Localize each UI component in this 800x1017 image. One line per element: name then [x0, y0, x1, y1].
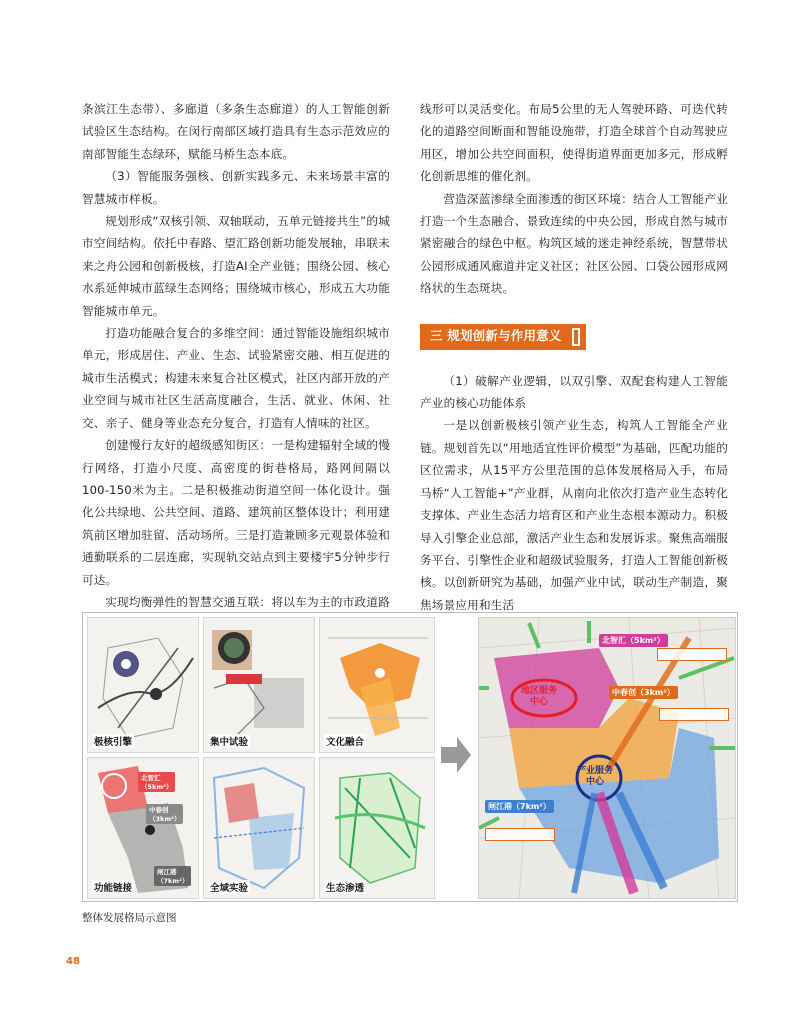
map-note-south — [485, 828, 555, 841]
panel-concentrated-experiment — [203, 617, 315, 753]
paragraph: （1）破解产业逻辑，以双引擎、双配套构建人工智能产业的核心功能体系 — [420, 373, 728, 411]
map-note-middle — [659, 708, 729, 721]
panel-label: 全域实验 — [208, 880, 250, 894]
section-heading-marker — [572, 328, 580, 346]
map-note-north — [657, 648, 727, 661]
right-column-bottom — [420, 370, 728, 616]
panel-ecological-penetration — [319, 757, 435, 899]
map-center-industry: 产业服务 中心 — [577, 766, 614, 787]
figure-caption: 整体发展格局示意图 — [82, 912, 177, 924]
arrow-right-icon — [441, 737, 471, 773]
paragraph: 规划形成“双核引领、双轴联动，五单元链接共生”的城市空间结构。依托中春路、望汇路创新功能发展轴，串联未来之舟公园和创新极核，打造AI全产业链；围绕公园、核心水系延伸城市蓝绿生态网络；围绕城市核心，形成五大功能智能城市单元。 — [82, 214, 390, 318]
section-heading-text: 三 规划创新与作用意义 — [430, 328, 562, 344]
left-column — [82, 98, 390, 658]
right-column-top — [420, 98, 728, 300]
panel-core-engine — [87, 617, 199, 753]
panel-label: 功能链接 — [92, 880, 134, 894]
panel-full-domain-experiment — [203, 757, 315, 899]
paragraph: 打造功能融合复合的多维空间：通过智能设施组织城市单元，形成居住、产业、生态、试验紧密交融、相互促进的城市生活模式；构建未来复合社区模式，社区内部开放的产业空间与城市社区生活高度融合，生活、就业、休闲、社交、亲子、健身等业态充分复合，打造有人情味的社区。 — [82, 326, 390, 430]
paragraph: 创建慢行友好的超级感知街区：一是构建辐射全域的慢行网络，打造小尺度、高密度的街巷格局，路网间隔以100-150米为主。二是积极推动街道空间一体化设计。强化公共绿地、公共空间、道路、建筑前区整体设计；利用建筑前区增加驻留、活动场所。三是打造兼顾多元观景体验和通勤联系的二层连廊，实现轨交站点到主要楼宇5分钟步行可达。 — [82, 438, 390, 587]
panel-core-engine-map — [88, 618, 199, 753]
paragraph: 条滨江生态带）、多廊道（多条生态廊道）的人工智能创新试验区生态结构。在闵行南部区域打造具有生态示范效应的南部智能生态绿环，赋能马桥生态本底。 — [82, 102, 390, 161]
panel-function-link — [87, 757, 199, 899]
paragraph: 实现均衡弹性的智慧交通互联：将以车为主的市政道路 — [105, 594, 390, 609]
right-column — [420, 98, 728, 616]
tag-middle: 中春创 （3km²） — [146, 804, 183, 824]
page-number: 48 — [66, 956, 80, 967]
panel-label: 文化融合 — [324, 734, 366, 748]
panel-label: 极核引擎 — [92, 734, 134, 748]
panel-ecological-penetration-map — [320, 758, 435, 899]
tag-south: 闸江港 （7km²） — [154, 866, 191, 886]
panel-culture-integration-map — [320, 618, 435, 753]
tag-north: 北智汇 （5km²） — [138, 772, 175, 792]
panel-culture-integration — [319, 617, 435, 753]
paragraph: 营造深蓝渗绿全面渗透的街区环境：结合人工智能产业打造一个生态融合、景致连续的中央公园，形成自然与城市紧密融合的绿色中枢。构筑区域的迷走神经系统，智慧带状公园形成通风廊道并定义社区；社区公园、口袋公园形成网络状的生态斑块。 — [420, 191, 728, 296]
map-tag-south: 闸江港（7km²） — [485, 800, 554, 813]
map-tag-north: 北智汇（5km²） — [599, 634, 668, 647]
overall-pattern-map — [478, 617, 736, 899]
panel-label: 集中试验 — [208, 734, 250, 748]
section-heading — [420, 324, 586, 350]
map-tag-middle: 中春创（3km²） — [609, 686, 678, 699]
paragraph: （3）智能服务强核、创新实践多元、未来场景丰富的智慧城市样板。 — [82, 169, 390, 206]
paragraph: 线形可以灵活变化。布局5公里的无人驾驶环路、可迭代转化的道路空间断面和智能设施带，打造全球首个自动驾驶应用区，增加公共空间面积，使得街道界面更加多元，形成孵化创新思维的催化剂。 — [420, 102, 728, 184]
panel-label: 生态渗透 — [324, 880, 366, 894]
paragraph: 一是以创新极核引领产业生态，构筑人工智能全产业链。规划首先以“用地适宜性评价模型”为基础，匹配功能的区位需求，从15平方公里范围的总体发展格局入手，布局马桥“人工智能+”产业群，从南向北依次打造产业生态转化支撑体、产业生态活力培育区和产业生态根本源动力。积极导入引擎企业总部，激活产业生态和发展诉求。聚焦高端服务平台、引擎性企业和超级试验服务，打造人工智能创新极核。以创新研究为基础，加强产业中试，联动生产制造，聚焦场景应用和生活 — [420, 418, 728, 612]
panel-full-domain-experiment-map — [204, 758, 315, 899]
development-pattern-figure — [82, 612, 738, 902]
panel-concentrated-experiment-map — [204, 618, 315, 753]
map-center-district: 地区服务 中心 — [521, 686, 558, 707]
